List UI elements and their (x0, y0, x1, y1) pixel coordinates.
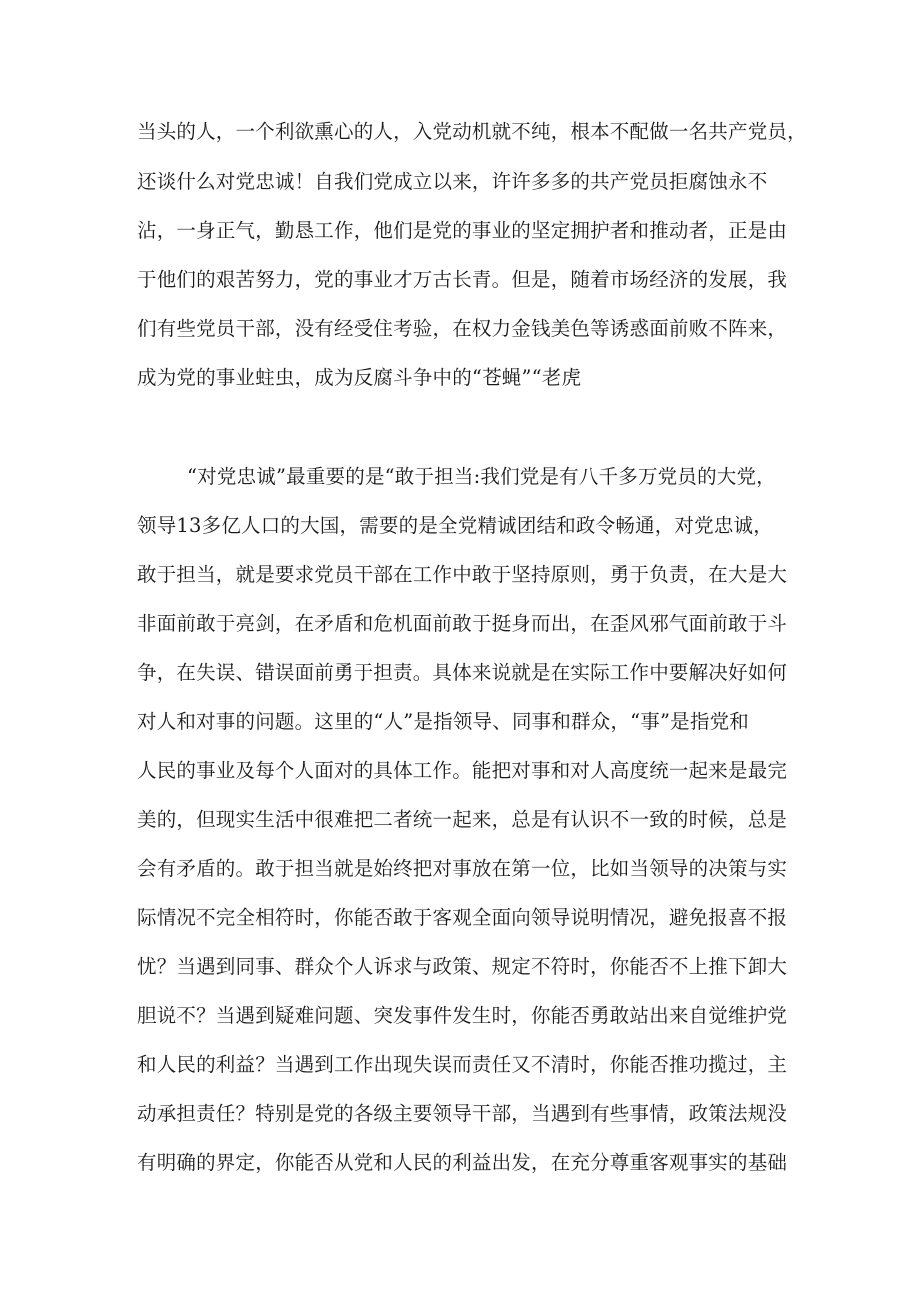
body-text-line: 和人民的利益？当遇到工作出现失误而责任又不清时，你能否推功揽过，主 (137, 1053, 788, 1076)
body-text-line: 动承担责任？特别是党的各级主要领导干部，当遇到有些事情，政策法规没 (137, 1102, 788, 1125)
body-text-line: 沾，一身正气，勤恳工作，他们是党的事业的坚定拥护者和推动者，正是由 (137, 219, 788, 242)
body-text-line: 人民的事业及每个人面对的具体工作。能把对事和对人高度统一起来是最完 (137, 759, 788, 782)
body-text-line: 非面前敢于亮剑，在矛盾和危机面前敢于挺身而出，在歪风邪气面前敢于斗 (137, 612, 788, 635)
body-text-line: 成为党的事业蛀虫，成为反腐斗争中的“苍蝇”“老虎 (137, 366, 582, 389)
body-text-line: 领导13多亿人口的大国，需要的是全党精诚团结和政令畅通，对党忠诚， (137, 514, 773, 537)
body-text-line: 于他们的艰苦努力，党的事业才万古长青。但是，随着市场经济的发展，我 (137, 268, 788, 291)
body-text-line: 胆说不？当遇到疑难问题、突发事件发生时，你能否勇敢站出来自觉维护党 (137, 1004, 788, 1027)
body-text-line: 有明确的界定，你能否从党和人民的利益出发，在充分尊重客观事实的基础 (137, 1151, 788, 1174)
body-text-line: 际情况不完全相符时，你能否敢于客观全面向领导说明情况，避免报喜不报 (137, 906, 788, 929)
body-text-line: 美的，但现实生活中很难把二者统一起来，总是有认识不一致的时候，总是 (137, 808, 788, 831)
body-text-line: 当头的人，一个利欲熏心的人，入党动机就不纯，根本不配做一名共产党员， (137, 120, 807, 143)
body-text-line: 忧？当遇到同事、群众个人诉求与政策、规定不符时，你能否不上推下卸大 (137, 955, 788, 978)
body-text-line: 还谈什么对党忠诚！自我们党成立以来，许许多多的共产党员拒腐蚀永不 (137, 170, 768, 193)
body-text-line: “对党忠诚”最重要的是“敢于担当:我们党是有八千多万党员的大党， (187, 465, 776, 488)
body-text-line: 们有些党员干部，没有经受住考验，在权力金钱美色等诱惑面前败不阵来， (137, 317, 788, 340)
body-text-line: 会有矛盾的。敢于担当就是始终把对事放在第一位，比如当领导的决策与实 (137, 857, 788, 880)
body-text-line: 对人和对事的问题。这里的“人”是指领导、同事和群众，“事”是指党和 (137, 710, 749, 733)
body-text-line: 敢于担当，就是要求党员干部在工作中敢于坚持原则，勇于负责，在大是大 (137, 563, 788, 586)
body-text-line: 争，在失误、错误面前勇于担责。具体来说就是在实际工作中要解决好如何 (137, 661, 788, 684)
